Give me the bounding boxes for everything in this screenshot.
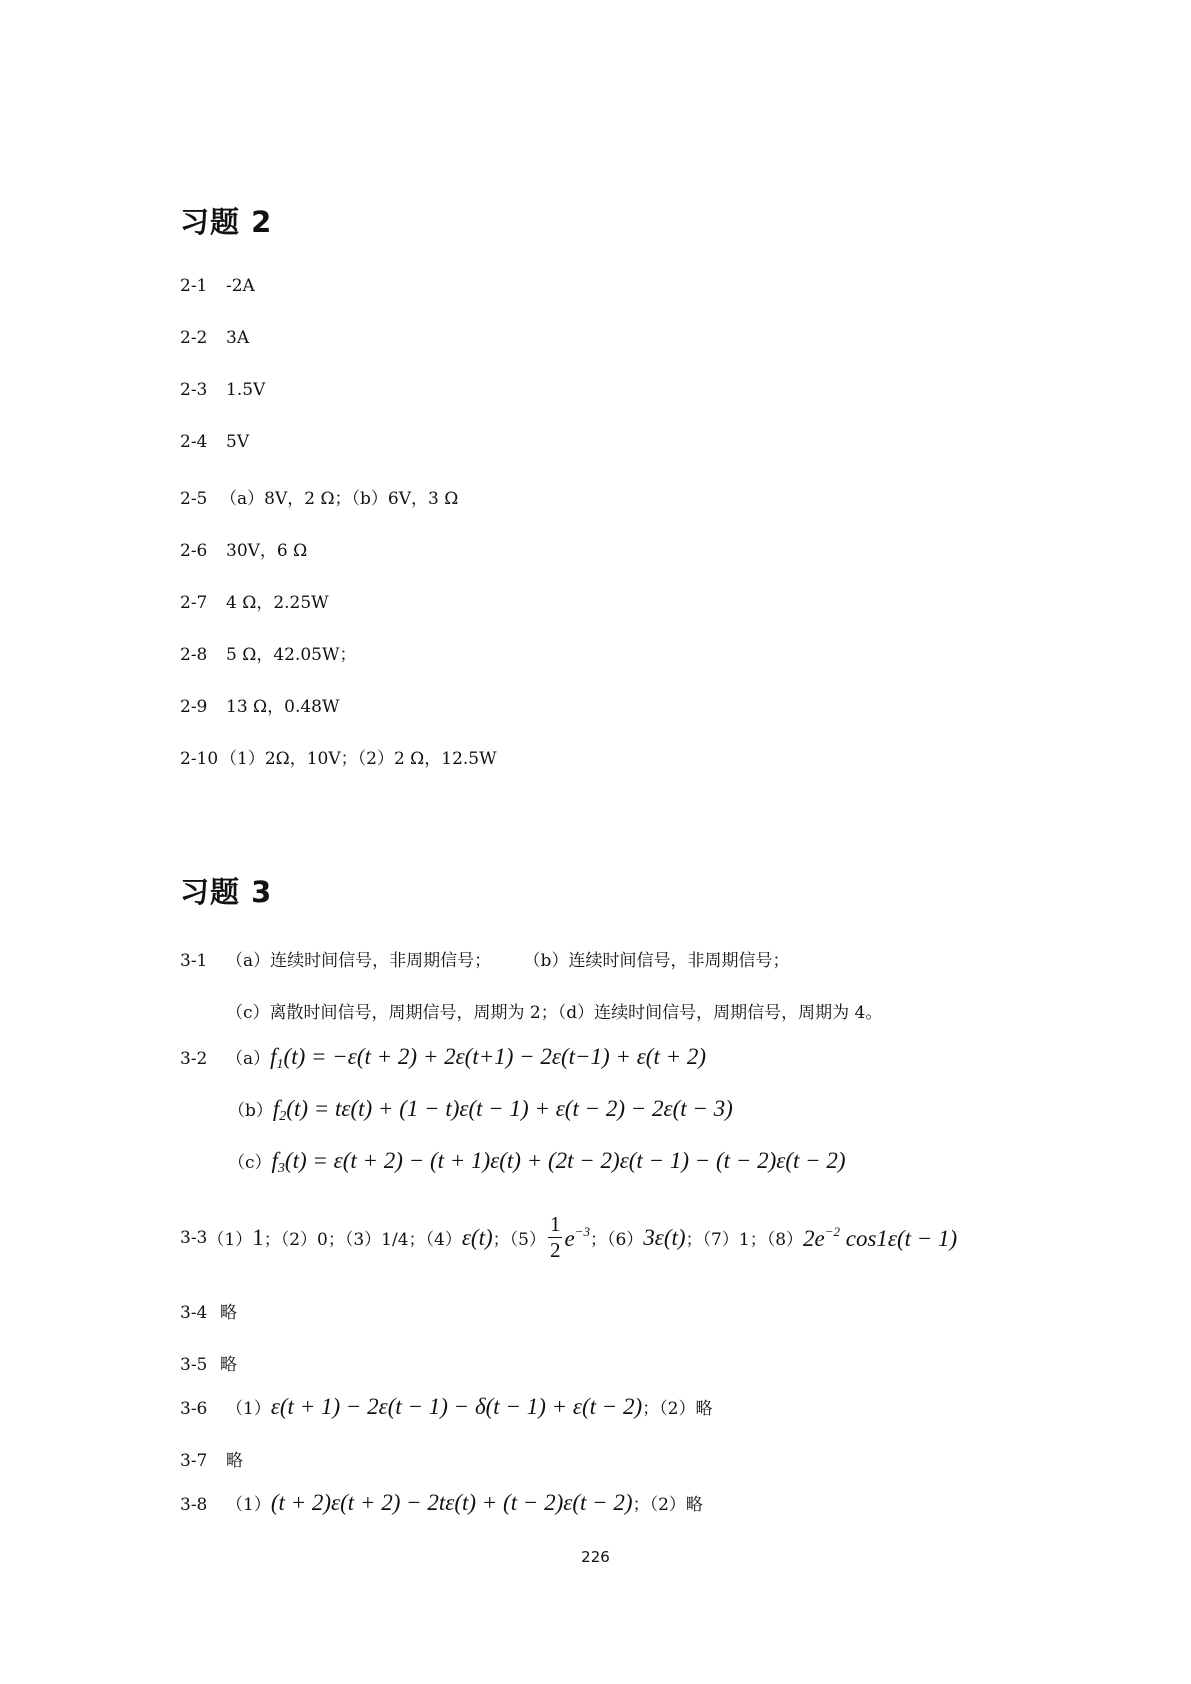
answer-item <box>180 380 265 400</box>
answer-item <box>180 1490 703 1516</box>
answer-item <box>180 1214 957 1261</box>
answer-text: ；（2）略 <box>642 1399 713 1419</box>
part-label: （b） <box>228 1101 273 1121</box>
item-answer: （a）连续时间信号，非周期信号； （b）连续时间信号，非周期信号； <box>226 951 790 971</box>
answer-item <box>180 640 356 665</box>
answer-item <box>180 946 789 971</box>
answer-item <box>180 432 249 452</box>
item-number: 3-8 <box>180 1495 208 1515</box>
formula-c: $f_3(t) = \varepsilon(t + 2) - (t + 1)\varepsilon(t) + (2t - 2)\varepsilon(t - 1) - (t - 2)\varepsilon(t - 2)$ <box>271 1148 846 1176</box>
formula: (t + 2)ε(t + 2) − 2tε(t) + (t − 2)ε(t − 2) <box>270 1490 633 1515</box>
item-answer: 5V <box>226 432 250 452</box>
item-answer: 5 Ω，42.05W； <box>226 645 357 665</box>
answer-item <box>180 1298 237 1323</box>
answer-item <box>180 484 458 509</box>
part-label: （1） <box>226 1495 271 1515</box>
item-answer: 30V，6 Ω <box>226 541 308 561</box>
item-number: 3-3 <box>180 1227 208 1248</box>
item-answer: （c）离散时间信号，周期信号，周期为 2；（d）连续时间信号，周期信号，周期为 4。 <box>226 1003 883 1023</box>
answer-value: 1 <box>252 1224 264 1250</box>
answer-item <box>180 276 255 296</box>
item-number: 2-10 <box>180 749 219 769</box>
answer-text: （1） <box>207 1230 253 1250</box>
answer-item <box>180 1446 243 1471</box>
item-number: 3-7 <box>180 1451 208 1471</box>
answer-item <box>180 744 497 769</box>
item-answer: 3A <box>226 328 250 348</box>
item-answer: 13 Ω，0.48W <box>226 697 340 717</box>
answer-item <box>180 692 339 717</box>
page-number: 226 <box>581 1548 610 1566</box>
part-label: （1） <box>226 1399 271 1419</box>
answer-text: ；（6） <box>589 1230 644 1250</box>
item-number: 2-6 <box>180 541 208 561</box>
item-answer: 略 <box>226 1451 243 1471</box>
answer-value: $2e^{-2}$ cos1ε(t − 1) <box>803 1223 958 1251</box>
answer-item <box>180 1350 237 1375</box>
fraction: $\frac{1}{2}$ <box>549 1212 561 1262</box>
item-answer: 4 Ω，2.25W <box>226 593 329 613</box>
answer-continuation <box>226 998 882 1023</box>
answer-item <box>180 536 307 561</box>
item-answer: （1）2Ω，10V；（2）2 Ω，12.5W <box>220 749 497 769</box>
formula-a: $f_1(t) = -\varepsilon(t + 2) + 2\varepsilon(t+1) - 2\varepsilon(t-1) + \varepsilon(t + 2)$ <box>270 1044 707 1072</box>
item-number: 2-1 <box>180 276 208 296</box>
formula: ε(t + 1) − 2ε(t − 1) − δ(t − 1) + ε(t − 2) <box>270 1394 643 1419</box>
answer-item <box>180 1394 713 1420</box>
answer-continuation <box>228 1096 733 1125</box>
item-answer: 略 <box>220 1303 237 1323</box>
item-answer: 略 <box>220 1355 237 1375</box>
answer-value: $e^{-3}$ <box>564 1223 590 1251</box>
formula-b: $f_2(t) = t\varepsilon(t) + (1 - t)\varepsilon(t - 1) + \varepsilon(t - 2) - 2\varepsilon(t - 3)$ <box>272 1096 733 1124</box>
answer-continuation <box>228 1148 846 1177</box>
item-number: 3-1 <box>180 951 208 971</box>
item-answer: （a）8V，2 Ω；（b）6V，3 Ω <box>220 489 459 509</box>
item-number: 2-5 <box>180 489 208 509</box>
section-heading-2: 习题 2 <box>180 205 273 239</box>
answer-value: 3ε(t) <box>643 1224 686 1250</box>
answer-text: ；（7）1；（8） <box>685 1230 804 1250</box>
item-number: 3-2 <box>180 1049 208 1069</box>
part-label: （c） <box>228 1153 272 1173</box>
answer-text: ；（2）0；（3）1/4；（4） <box>263 1230 462 1250</box>
answer-item <box>180 1044 706 1073</box>
answer-text: ；（5） <box>492 1230 546 1250</box>
part-label: （a） <box>226 1049 271 1069</box>
item-number: 3-4 <box>180 1303 208 1323</box>
item-number: 3-6 <box>180 1399 208 1419</box>
item-number: 2-9 <box>180 697 208 717</box>
section-heading-3: 习题 3 <box>180 875 273 909</box>
answer-item <box>180 588 329 613</box>
answer-value: ε(t) <box>461 1224 493 1250</box>
item-number: 2-2 <box>180 328 208 348</box>
answer-text: ；（2）略 <box>632 1495 703 1515</box>
item-number: 3-5 <box>180 1355 208 1375</box>
item-number: 2-4 <box>180 432 208 452</box>
item-answer: 1.5V <box>226 380 266 400</box>
answer-item <box>180 328 249 348</box>
item-number: 2-8 <box>180 645 208 665</box>
item-number: 2-3 <box>180 380 208 400</box>
item-number: 2-7 <box>180 593 208 613</box>
item-answer: -2A <box>226 276 255 296</box>
